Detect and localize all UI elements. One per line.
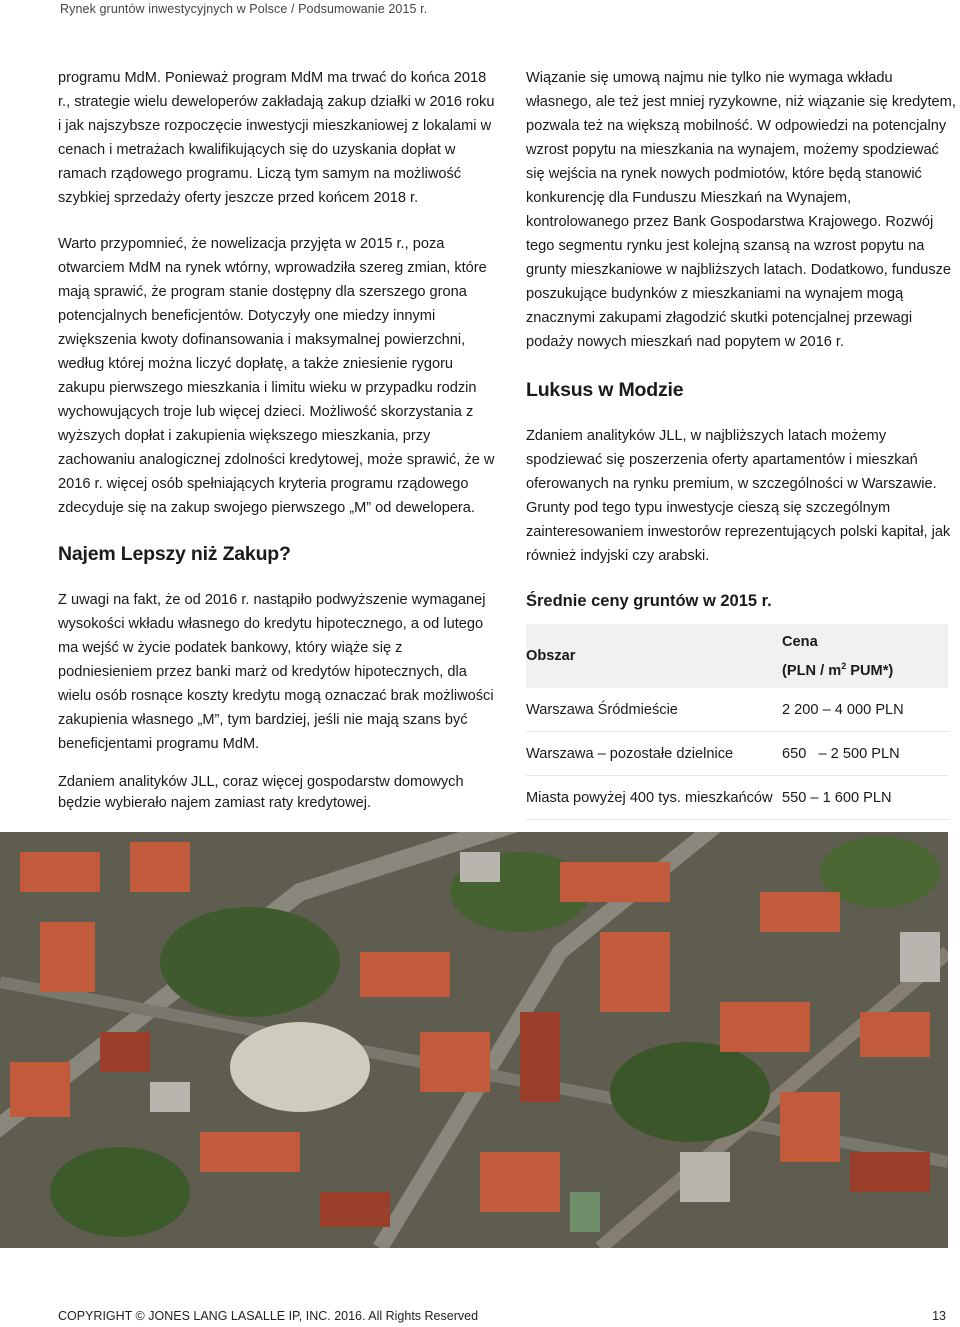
section-heading: Najem Lepszy niż Zakup? — [58, 543, 291, 565]
page-number: 13 — [932, 1309, 946, 1323]
copyright-text: COPYRIGHT © JONES LANG LASALLE IP, INC. 2016. All Rights Reserved — [58, 1309, 479, 1323]
price-header-unit-post: PUM*) — [846, 662, 894, 679]
table-row — [526, 688, 948, 732]
aerial-city-photo — [0, 832, 948, 1248]
cell-area: Warszawa Śródmieście — [526, 688, 782, 732]
paragraph: Zdaniem analityków JLL, coraz więcej gospodarstw domowych będzie wybierało najem zamiast raty kredytowej. — [58, 774, 464, 811]
paragraph: Zdaniem analityków JLL, w najbliższych latach możemy spodziewać się poszerzenia oferty apartamentów i mieszkań oferowanych na rynku premium, w szczególności w Warszawie. Grunty pod tego typu inwestycje cieszą się szczególnym zainteresowaniem inwestorów reprezentujących polski kapitał, jak również indyjski czy arabski. — [526, 428, 951, 564]
price-header-unit-pre: (PLN / m — [782, 662, 842, 679]
left-column — [58, 66, 498, 814]
table-row — [526, 732, 948, 776]
cell-area: Warszawa – pozostałe dzielnice — [526, 732, 782, 776]
right-column — [526, 66, 958, 854]
aerial-photo-illustration — [0, 832, 948, 1248]
cell-price: 2 200 – 4 000 PLN — [782, 688, 948, 732]
page-footer — [58, 1309, 946, 1323]
cell-price: 650 – 2 500 PLN — [782, 732, 948, 776]
paragraph: programu MdM. Ponieważ program MdM ma trwać do końca 2018 r., strategie wielu deweloperów zakładają zakup działki w 2016 roku i jak najszybsze rozpoczęcie inwestycji mieszkaniowej z lokalami w cenach i metrażach kwalifikujących się do uzyskania dopłat w ramach rządowego programu. Liczą tym samym na możliwość szybkiej sprzedaży oferty jeszcze przed końcem 2018 r. — [58, 70, 495, 206]
price-header-line1: Cena — [782, 633, 818, 650]
paragraph: Wiązanie się umową najmu nie tylko nie wymaga wkładu własnego, ale też jest mniej ryzykowne, niż wiązanie się kredytem, pozwala też na większą mobilność. W odpowiedzi na potencjalny wzrost popytu na mieszkania na wynajem, możemy spodziewać się wejścia na rynek nowych podmiotów, które będą stanowić konkurencję dla Funduszu Mieszkań na Wynajem, kontrolowanego przez Bank Gospodarstwa Krajowego. Rozwój tego segmentu rynku jest kolejną szansą na wzrost popytu na grunty mieszkaniowe w najbliższych latach. Dodatkowo, fundusze poszukujące budynków z mieszkaniami na wynajem mogą znacznymi zakupami złagodzić skutki potencjalnej przewagi podaży nowych mieszkań nad popytem w 2016 r. — [526, 70, 956, 350]
cell-area: Miasta powyżej 400 tys. mieszkańców — [526, 776, 782, 820]
price-table — [526, 624, 948, 820]
column-header-area: Obszar — [526, 624, 782, 688]
price-header-sup: 2 — [841, 660, 847, 671]
section-heading: Luksus w Modzie — [526, 379, 684, 401]
paragraph: Z uwagi na fakt, że od 2016 r. nastąpiło podwyższenie wymaganej wysokości wkładu własnego do kredytu hipotecznego, a od lutego ma wejść w życie podatek bankowy, który wiąże się z podniesieniem przez banki marż od kredytów hipotecznych, dla wielu osób rosnące koszty kredytu mogą oznaczać brak możliwości zakupienia własnego „M”, tym bardziej, jeśli nie mają szans być beneficjentami programu MdM. — [58, 592, 494, 752]
table-header-row — [526, 624, 948, 688]
column-header-price — [782, 624, 948, 688]
running-header: Rynek gruntów inwestycyjnych w Polsce / Podsumowanie 2015 r. — [60, 2, 428, 16]
table-title: Średnie ceny gruntów w 2015 r. — [526, 592, 772, 610]
paragraph: Warto przypomnieć, że nowelizacja przyjęta w 2015 r., poza otwarciem MdM na rynek wtórny, wprowadziła szereg zmian, które mają sprawić, że program stanie dostępny dla szerszego grona potencjalnych beneficjentów. Dotyczyły one miedzy innymi zwiększenia kwoty dofinansowania i maksymalnej powierzchni, według której można liczyć dopłatę, a także zniesienie rygoru zakupu pierwszego mieszkania i limitu wieku w przypadku rodzin wychowujących troje lub więcej dzieci. Możliwość skorzystania z wyższych dopłat i zakupienia większego mieszkania, przy zachowaniu analogicznej zdolności kredytowej, może sprawić, że w 2016 r. więcej osób spełniających kryteria programu rządowego zdecyduje się na zakup swojego pierwszego „M” od dewelopera. — [58, 236, 495, 516]
table-row — [526, 776, 948, 820]
cell-price: 550 – 1 600 PLN — [782, 776, 948, 820]
